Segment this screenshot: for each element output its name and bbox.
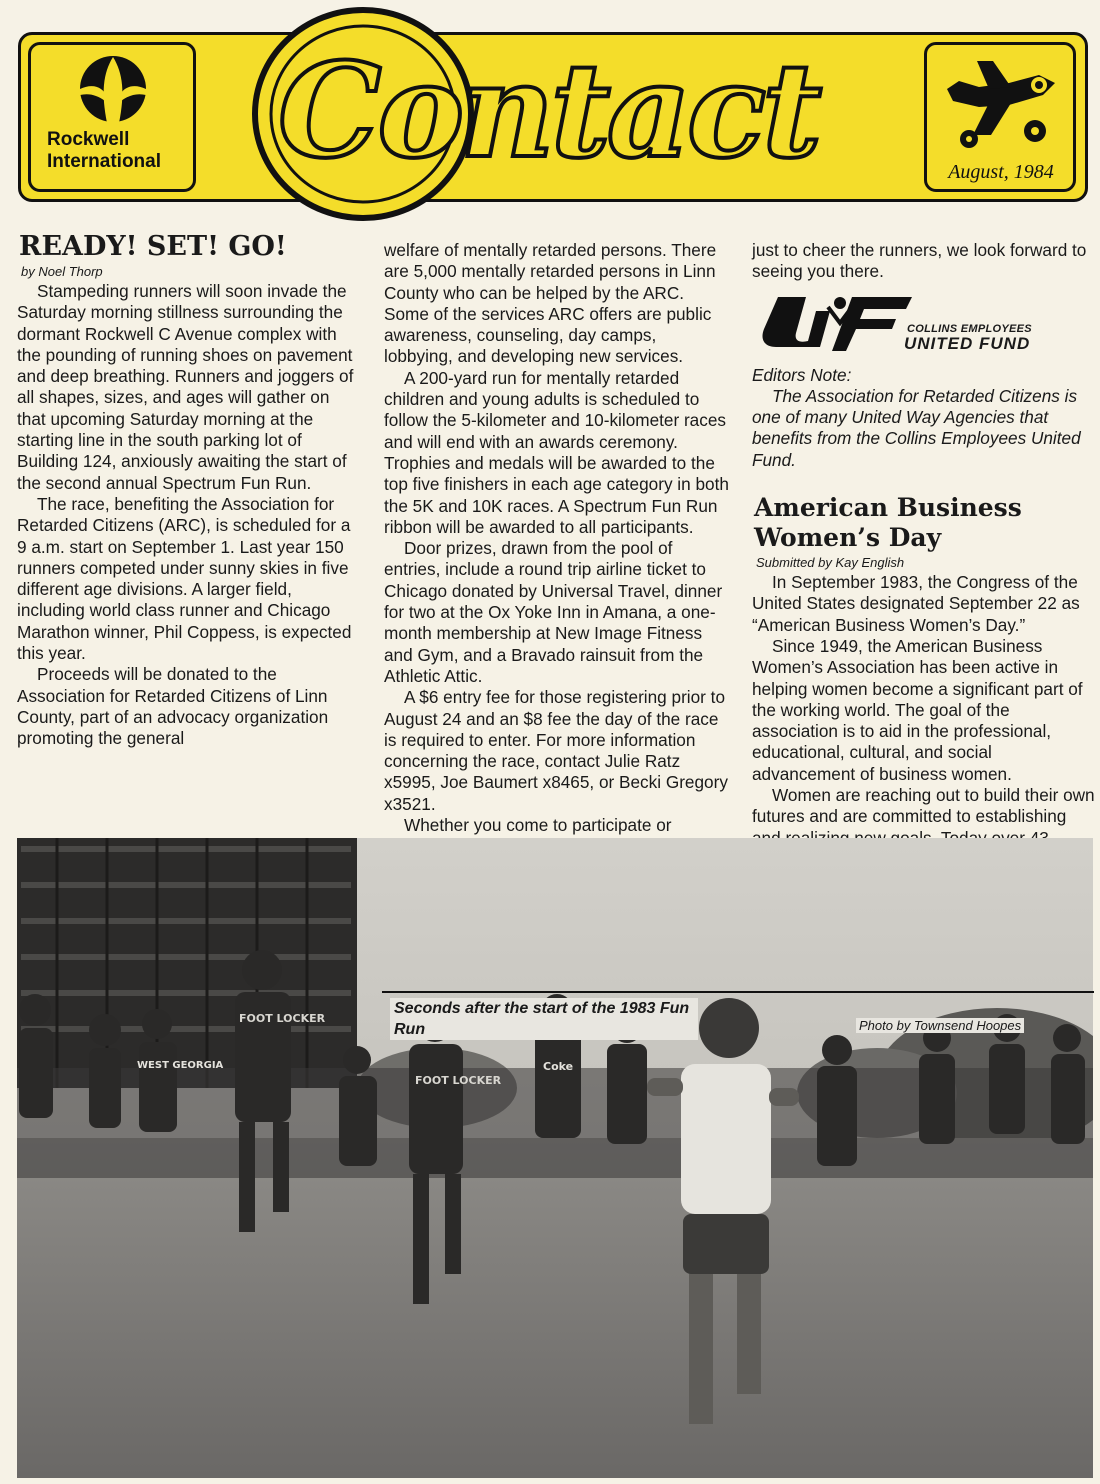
plane-logo-box — [924, 42, 1076, 192]
photo-caption: Seconds after the start of the 1983 Fun Run — [390, 998, 698, 1040]
editors-note-label: Editors Note: — [752, 364, 852, 385]
caption-rule — [382, 991, 1094, 993]
headline-line: American Business — [754, 493, 1022, 523]
column-3 — [752, 240, 1097, 913]
article-paragraph: Women are reaching out to build their own futures and are committed to establishing — [752, 785, 1095, 827]
article-byline: Submitted by Kay English — [756, 555, 905, 571]
photo-shirt-text: Coke — [543, 1060, 574, 1073]
united-fund-small-label: COLLINS EMPLOYEES — [907, 322, 1032, 335]
editors-note — [752, 365, 1097, 471]
masthead-title: Contact — [278, 34, 819, 187]
photo-shirt-text: FOOT LOCKER — [239, 1012, 326, 1025]
runners-photo-illustration — [17, 838, 1093, 1478]
article-paragraph: A 200-yard run for mentally retarded children and young adults is scheduled to follow the 5-kilometer and 10-kilometer races and will end with an awards ceremony. Trophies and medals will be awarded to the top five finishers in each age category in both the 5K and 10K races. A Spectrum Fun Run ribbon will be awarded to all participants. — [384, 367, 729, 537]
company-name — [47, 129, 187, 173]
editors-note-text: The Association for Retarded Citizens is one of many United Way Agencies that benefits from the Collins Employees United Fund. — [752, 385, 1081, 470]
article-byline: by Noel Thorp — [21, 264, 103, 279]
airplane-icon — [939, 53, 1063, 153]
headline-line: Women’s Day — [754, 523, 942, 553]
article-paragraph: Stampeding runners will soon invade the Saturday morning stillness surrounding the dormant Rockwell C Avenue complex with the pounding of running shoes on pavement and deep breathing. Runners and joggers of all shapes, sizes, and ages will gather on that upcoming Saturday morning at the starting line in the south parking lot of Building 124, anxiously awaiting the start of the second annual Spectrum Fun Run. — [17, 281, 354, 493]
united-fund-label: UNITED FUND — [904, 333, 1031, 353]
photo-shirt-text: FOOT LOCKER — [415, 1074, 502, 1087]
article-paragraph: A $6 entry fee for those registering prior to August 24 and an $8 fee the day of the race is required to enter. For more information concerning the race, contact Julie Ratz x5995, Joe Baumert x8465, or Becki Gregory x3521. — [384, 687, 728, 814]
article-paragraph: In September 1983, the Congress of the United States designated September 22 as “American Business Women’s Day.” — [752, 572, 1080, 635]
article-paragraph: Since 1949, the American Business Women’s Association has been active in helping women become a significant part of the working world. The goal of the association is to aid in the professional, educational, cultural, and social advancement of business women. — [752, 635, 1083, 784]
company-line2: International — [47, 151, 162, 172]
rockwell-logo-box — [28, 42, 196, 192]
article-ready-set-go-column-1 — [17, 232, 362, 750]
rockwell-logo-icon — [63, 53, 163, 131]
united-fund-logo — [752, 293, 1097, 357]
article-paragraph: Proceeds will be donated to the Association for Retarded Citizens of Linn County, part of an advocacy organization promoting the general — [17, 664, 329, 749]
article-ready-set-go-column-2 — [384, 240, 729, 836]
issue-date: August, 1984 — [948, 161, 1054, 183]
article-paragraph: Door prizes, drawn from the pool of entries, include a round trip airline ticket to Chicago donated by Universal Travel, dinner for two at the Ox Yoke Inn in Amana, a one-month membership at New Image Fitness and Gym, and a Bravado rainsuit from the Athletic Attic. — [384, 538, 723, 686]
article-paragraph: just to cheer the runners, we look forward to seeing you there. — [752, 240, 1087, 282]
article-headline — [754, 493, 1097, 553]
article-paragraph: welfare of mentally retarded persons. There are 5,000 mentally retarded persons in Linn County who can be helped by the ARC. Some of the services ARC offers are public awareness, counseling, day camps, lobbying, and developing new services. — [384, 240, 717, 367]
masthead-title-graphic — [248, 6, 888, 226]
masthead — [18, 6, 1088, 202]
article-paragraph: The race, benefiting the Association for Retarded Citizens (ARC), is scheduled for a 9 a.m. start on September 1. Last year 150 runners competed under sunny skies in five different age divisions. A larger field, including world class runner and Chicago Marathon winner, Phil Coppess, is expected this year. — [17, 493, 352, 664]
article-headline: READY! SET! GO! — [19, 231, 287, 262]
photo-shirt-text: WEST GEORGIA — [137, 1060, 224, 1071]
photo-credit: Photo by Townsend Hoopes — [856, 1018, 1024, 1033]
united-fund-icon — [756, 293, 916, 353]
company-line1: Rockwell — [47, 129, 130, 150]
article-paragraph: Whether you come to participate or — [404, 815, 672, 836]
fun-run-photo — [17, 838, 1093, 1478]
